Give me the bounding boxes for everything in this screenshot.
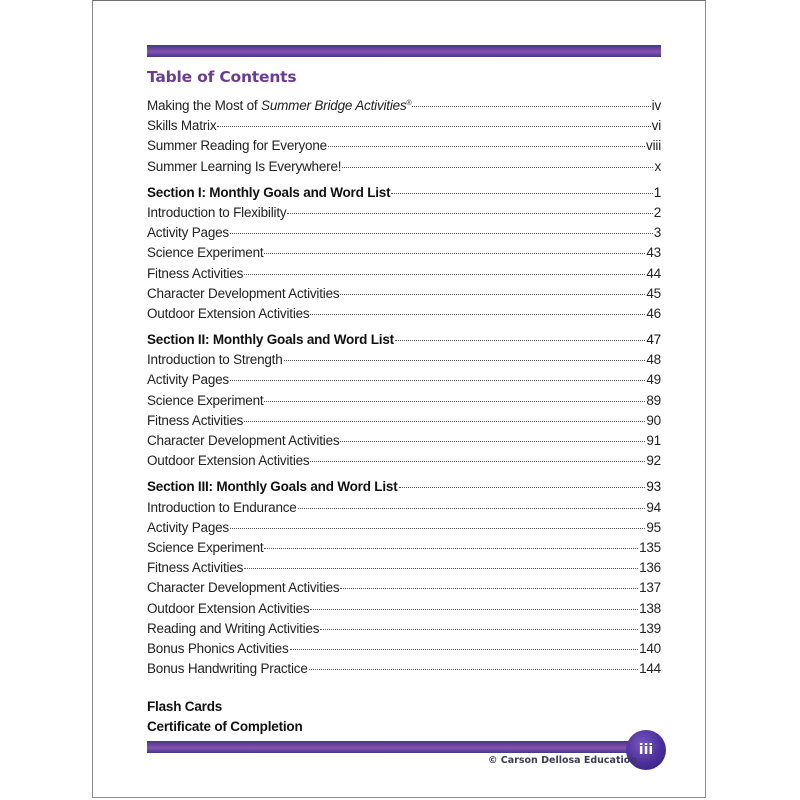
dot-leader: [309, 669, 638, 670]
footer-bar: [147, 741, 647, 753]
header-bar: [147, 45, 661, 57]
toc-page-number: 93: [646, 479, 661, 495]
toc-entry[interactable]: [147, 413, 661, 433]
toc-entry[interactable]: [147, 520, 661, 540]
dot-leader: [230, 380, 645, 381]
dot-leader: [230, 233, 653, 234]
toc-page-number: 138: [639, 600, 661, 616]
toc-entry-label: Outdoor Extension Activities: [147, 453, 310, 469]
toc-entry[interactable]: [147, 138, 661, 158]
dot-leader: [264, 401, 645, 402]
toc-page-number: 139: [639, 620, 661, 636]
dot-leader: [399, 487, 646, 488]
dot-leader: [264, 548, 638, 549]
toc-page-number: 144: [639, 661, 661, 677]
toc-entry[interactable]: [147, 641, 661, 661]
toc-page-number: 92: [646, 453, 661, 469]
toc-entry-label: Introduction to Endurance: [147, 499, 297, 515]
dot-leader: [340, 294, 645, 295]
dot-leader: [244, 568, 638, 569]
dot-leader: [244, 274, 645, 275]
dot-leader: [298, 508, 646, 509]
front-matter-group: [147, 98, 661, 179]
toc-page-number: 136: [639, 560, 661, 576]
toc-entry-label: Bonus Phonics Activities: [147, 640, 289, 656]
toc-entry-label: Introduction to Strength: [147, 352, 283, 368]
dot-leader: [320, 629, 638, 630]
toc-entry-label: Activity Pages: [147, 225, 229, 241]
toc-page-number: 94: [646, 499, 661, 515]
toc-entry[interactable]: [147, 245, 661, 265]
dot-leader: [328, 146, 645, 147]
dot-leader: [264, 253, 645, 254]
toc-entry[interactable]: [147, 661, 661, 681]
toc-entry-label: Summer Learning Is Everywhere!: [147, 158, 342, 174]
toc-page-number: 45: [646, 285, 661, 301]
toc-entry-label: Section II: Monthly Goals and Word List: [147, 332, 394, 348]
toc-page-number: x: [654, 158, 661, 174]
toc-page-number: iv: [651, 98, 661, 113]
toc-page-number: 140: [639, 640, 661, 656]
section-1-group: [147, 185, 661, 326]
section-2-group: [147, 332, 661, 473]
toc-page-number: 43: [646, 245, 661, 261]
toc-page-number: 3: [653, 225, 661, 241]
toc-entry-label: Activity Pages: [147, 372, 229, 388]
dot-leader: [230, 528, 645, 529]
toc-entry-label: Fitness Activities: [147, 560, 244, 576]
toc-entry[interactable]: [147, 580, 661, 600]
extras-list: [147, 697, 303, 737]
dot-leader: [287, 213, 652, 214]
toc-page-number: 135: [639, 539, 661, 555]
dot-leader: [310, 461, 645, 462]
dot-leader: [290, 649, 639, 650]
toc-entry[interactable]: [147, 560, 661, 580]
toc-entry-label: Science Experiment: [147, 539, 264, 555]
dot-leader: [340, 441, 645, 442]
dot-leader: [310, 314, 645, 315]
toc-entry[interactable]: [147, 306, 661, 326]
toc-page-number: 95: [646, 519, 661, 535]
dot-leader: [391, 193, 652, 194]
toc-entry-label: Bonus Handwriting Practice: [147, 661, 308, 677]
section-3-group: [147, 479, 661, 681]
toc-section-heading[interactable]: [147, 185, 661, 205]
toc-entry-label: Section III: Monthly Goals and Word List: [147, 479, 398, 495]
toc-entry-label: Outdoor Extension Activities: [147, 305, 310, 321]
toc-entry-label: Fitness Activities: [147, 265, 244, 281]
toc-page-number: 91: [646, 433, 661, 448]
toc-entry-label: Character Development Activities: [147, 580, 340, 596]
toc-entry[interactable]: [147, 453, 661, 473]
toc-page-number: 49: [646, 372, 661, 388]
toc-entry[interactable]: [147, 601, 661, 621]
dot-leader: [340, 588, 638, 589]
toc-entry[interactable]: [147, 225, 661, 245]
toc-entry-label: Reading and Writing Activities: [147, 620, 320, 636]
toc-page-number: 48: [646, 352, 661, 368]
dot-leader: [412, 106, 650, 107]
toc-entry-label: Character Development Activities: [147, 285, 340, 301]
toc-entry[interactable]: [147, 98, 661, 118]
toc-page-number: 44: [646, 265, 661, 281]
toc-page-number: 137: [639, 580, 661, 596]
toc-section-heading[interactable]: [147, 332, 661, 352]
page-number-badge: iii: [626, 730, 666, 770]
toc-entry-label: Making the Most of Summer Bridge Activities®: [147, 98, 412, 113]
toc-page-number: 89: [646, 392, 661, 408]
toc-entry[interactable]: [147, 266, 661, 286]
toc-page-number: 1: [653, 184, 661, 200]
toc-page-number: viii: [646, 138, 661, 154]
toc-entry[interactable]: [147, 118, 661, 138]
toc-entry[interactable]: [147, 352, 661, 372]
dot-leader: [395, 340, 645, 341]
toc-extra-flash-cards[interactable]: Flash Cards: [147, 699, 223, 714]
toc-entry-label: Outdoor Extension Activities: [147, 600, 310, 616]
toc-entry[interactable]: [147, 205, 661, 225]
page-title: Table of Contents: [147, 68, 297, 86]
toc-page-number: 2: [653, 204, 661, 220]
toc-entry-label: Summer Reading for Everyone: [147, 138, 327, 154]
toc-section-heading[interactable]: [147, 479, 661, 499]
toc-page-number: vi: [651, 118, 661, 134]
toc-entry-label: Science Experiment: [147, 392, 264, 408]
toc-entry[interactable]: [147, 500, 661, 520]
dot-leader: [284, 360, 646, 361]
toc-entry[interactable]: [147, 286, 661, 306]
dot-leader: [244, 421, 645, 422]
copyright-text: © Carson Dellosa Education: [488, 755, 638, 766]
dot-leader: [217, 126, 650, 127]
toc-entry[interactable]: [147, 433, 661, 453]
toc-entry[interactable]: [147, 540, 661, 560]
toc-entry[interactable]: [147, 159, 661, 179]
toc-extra-certificate[interactable]: Certificate of Completion: [147, 719, 303, 735]
toc-page-number: 90: [646, 412, 661, 428]
toc-entry-label: Fitness Activities: [147, 412, 244, 428]
toc-entry-label: Section I: Monthly Goals and Word List: [147, 184, 391, 200]
toc-entry-label: Science Experiment: [147, 245, 264, 261]
toc-page-number: 47: [646, 332, 661, 348]
toc-entry-label: Character Development Activities: [147, 433, 340, 448]
toc-entry-label: Skills Matrix: [147, 118, 217, 134]
table-of-contents: [147, 98, 661, 687]
toc-entry[interactable]: [147, 393, 661, 413]
dot-leader: [342, 167, 653, 168]
toc-entry-label: Activity Pages: [147, 519, 229, 535]
toc-entry-label: Introduction to Flexibility: [147, 204, 287, 220]
dot-leader: [310, 609, 638, 610]
toc-entry[interactable]: [147, 621, 661, 641]
toc-entry[interactable]: [147, 372, 661, 392]
toc-page-number: 46: [646, 305, 661, 321]
